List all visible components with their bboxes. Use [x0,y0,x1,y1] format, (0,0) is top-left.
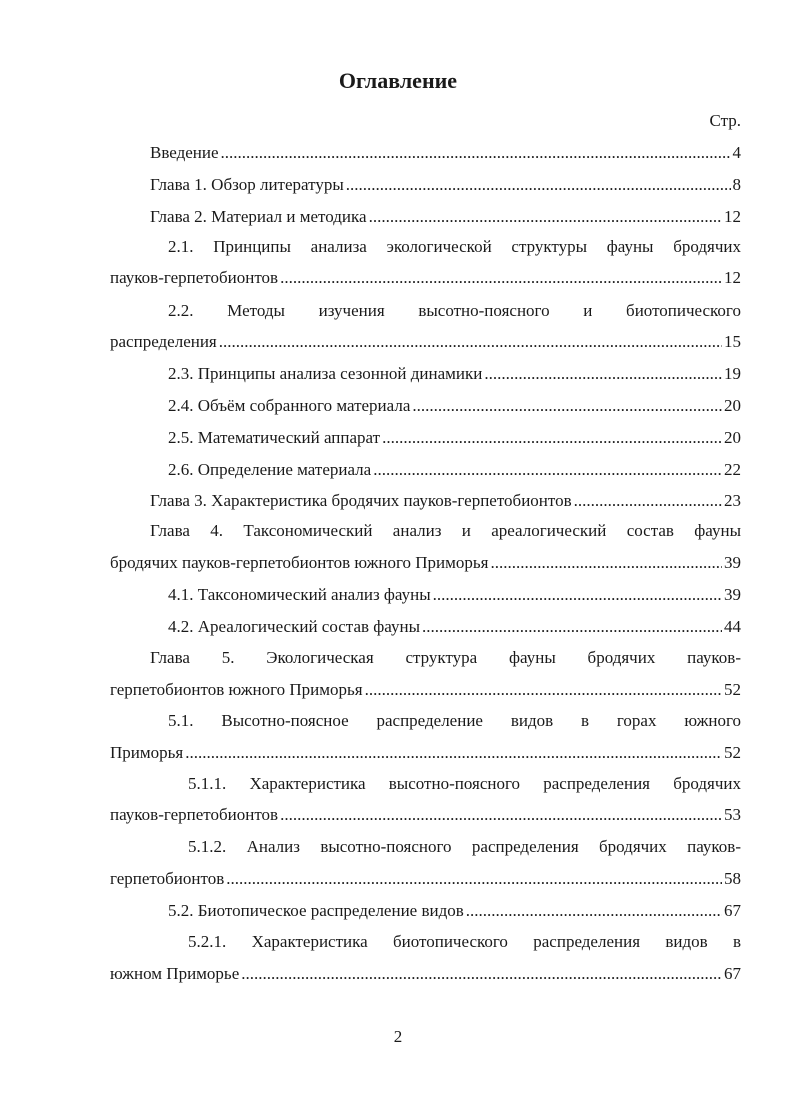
toc-entry-text: 4.2. Ареалогический состав фауны [168,617,420,636]
toc-entry-5-2[interactable] [168,901,741,925]
toc-entry-page: 67 [724,901,741,920]
toc-entry-text: 5.2. Биотопическое распределение видов [168,901,464,920]
toc-entry-text: Приморья [110,743,184,762]
toc-entry-page: 22 [724,460,741,479]
leader-dots [373,460,722,480]
toc-entry-page: 52 [724,680,741,699]
toc-entry-intro[interactable] [150,143,741,167]
toc-entry-page: 12 [724,268,741,287]
toc-entry-2-4[interactable] [168,396,741,420]
toc-entry-2-1-line1[interactable]: 2.1. Принципы анализа экологической структуры фауны бродячих [168,237,741,256]
toc-entry-text: 2.5. Математический аппарат [168,428,381,447]
leader-dots [433,585,722,605]
toc-entry-chapter-5-line2[interactable] [110,680,741,704]
toc-entry-page: 19 [724,364,741,383]
leader-dots [219,332,722,352]
leader-dots [221,143,731,163]
page-title: Оглавление [338,68,458,93]
toc-entry-page: 67 [724,964,741,983]
toc-entry-2-5[interactable] [168,428,741,452]
toc-entry-text: Введение [150,143,219,162]
toc-entry-text: Глава 3. Характеристика бродячих пауков-герпетобионтов [150,491,572,510]
toc-entry-text: 2.3. Принципы анализа сезонной динамики [168,364,483,383]
toc-entry-page: 15 [724,332,741,351]
toc-entry-5-1-2-line2[interactable] [110,869,741,893]
toc-entry-page: 4 [732,143,741,162]
toc-entry-page: 53 [724,805,741,824]
toc-entry-text: южном Приморье [110,964,240,983]
toc-entry-chapter-4-line1[interactable]: Глава 4. Таксономический анализ и ареалогический состав фауны [150,521,741,540]
leader-dots [574,491,722,511]
toc-entry-page: 20 [724,396,741,415]
toc-entry-page: 8 [732,175,741,194]
leader-dots [412,396,722,416]
leader-dots [280,268,722,288]
toc-entry-5-1-1-line1[interactable]: 5.1.1. Характеристика высотно-поясного распределения бродячих [188,774,741,793]
toc-entry-5-1-1-line2[interactable] [110,805,741,829]
toc-entry-text: пауков-герпетобионтов [110,805,279,824]
toc-entry-5-2-1-line2[interactable] [110,964,741,988]
leader-dots [466,901,722,921]
toc-entry-text: Глава 2. Материал и методика [150,207,367,226]
leader-dots [484,364,722,384]
toc-entry-page: 12 [724,207,741,226]
leader-dots [365,680,722,700]
toc-entry-chapter-4-line2[interactable] [110,553,741,577]
toc-entry-text: герпетобионтов [110,869,225,888]
toc-entry-4-2[interactable] [168,617,741,641]
toc-entry-chapter-2[interactable] [150,207,741,231]
toc-entry-2-2-line1[interactable]: 2.2. Методы изучения высотно-поясного и биотопического [168,301,741,320]
toc-entry-5-1-line1[interactable]: 5.1. Высотно-поясное распределение видов в горах южного [168,711,741,730]
toc-entry-page: 39 [724,585,741,604]
toc-entry-page: 52 [724,743,741,762]
leader-dots [382,428,722,448]
toc-entry-text: пауков-герпетобионтов [110,268,279,287]
toc-entry-text: 2.4. Объём собранного материала [168,396,411,415]
toc-entry-text: 4.1. Таксономический анализ фауны [168,585,431,604]
toc-entry-text: герпетобионтов южного Приморья [110,680,363,699]
leader-dots [226,869,722,889]
toc-entry-5-2-1-line1[interactable]: 5.2.1. Характеристика биотопического распределения видов в [188,932,741,951]
leader-dots [346,175,731,195]
toc-entry-chapter-5-line1[interactable]: Глава 5. Экологическая структура фауны бродячих пауков- [150,648,741,667]
toc-entry-2-6[interactable] [168,460,741,484]
toc-entry-5-1-line2[interactable] [110,743,741,767]
leader-dots [490,553,722,573]
toc-entry-page: 39 [724,553,741,572]
toc-entry-text: бродячих пауков-герпетобионтов южного Приморья [110,553,489,572]
toc-entry-2-2-line2[interactable] [110,332,741,356]
toc-entry-page: 44 [724,617,741,636]
leader-dots [369,207,722,227]
leader-dots [185,743,722,763]
toc-entry-2-1-line2[interactable] [110,268,741,292]
toc-entry-5-1-2-line1[interactable]: 5.1.2. Анализ высотно-поясного распределения бродячих пауков- [188,837,741,856]
toc-entry-2-3[interactable] [168,364,741,388]
leader-dots [422,617,722,637]
leader-dots [280,805,722,825]
leader-dots [241,964,722,984]
toc-entry-page: 23 [724,491,741,510]
toc-entry-4-1[interactable] [168,585,741,609]
toc-entry-chapter-3[interactable] [150,491,741,515]
toc-entry-page: 58 [724,869,741,888]
toc-entry-page: 20 [724,428,741,447]
page-column-label: Стр. [709,111,741,130]
toc-entry-chapter-1[interactable] [150,175,741,199]
toc-entry-text: Глава 1. Обзор литературы [150,175,344,194]
toc-entry-text: 2.6. Определение материала [168,460,372,479]
toc-entry-text: распределения [110,332,217,351]
page-number: 2 [393,1027,403,1046]
